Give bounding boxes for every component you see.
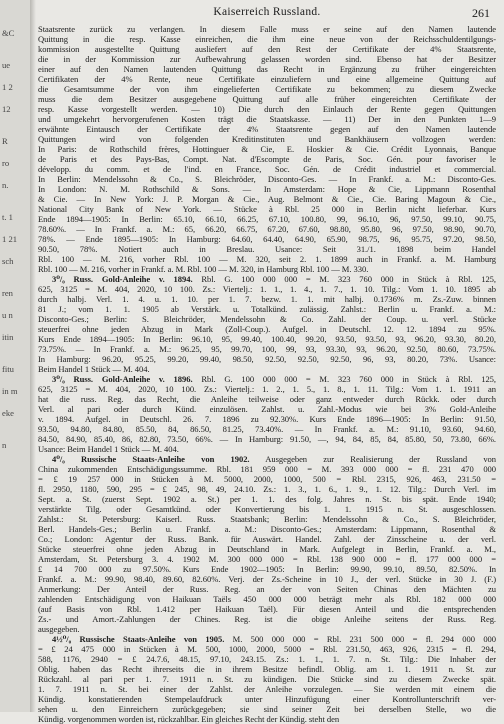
text-line: Disconto-Ges.; Berlin: S. Bleichröder, Mendelssohn & Co. Zahl. der Coup. u. verl. Stücke [38, 314, 496, 324]
text-line: & Cie. — In New York: J. P. Morgan & Cie., Aug. Belmont & Cie., Cie. Baring Magoun & Cie., [38, 194, 496, 204]
section-heading-line: 3⁰/₀ Russ. Gold-Anleihe v. 1894. Rbl. G. 100 000 000 = M. 323 760 000 in Stück à Rbl. 125, [52, 274, 496, 284]
text-line: steuerfrei ohne jeden Abzug in Mark (Zoll-Coup.). Aufgel. in Deutschl. 12. 12. 1894 zu 95%. [38, 324, 496, 334]
text-line: In Berlin: Mendelssohn & Co., S. Bleichröder, Disconto-Ges. — In Frankf. a. M.: Disconto-Ges. [38, 174, 496, 184]
text-line: Quittung in die resp. Kasse einreichen, die ihm eine neue von der Reichsschuldentilgungs- [38, 34, 496, 44]
text-line: In Hamburg: 96.20, 95.25, 99.20, 99.40, 98.50, 92.50, 92.50, 92.50, 96, 93, 80.20, 73%. Usance: [38, 354, 496, 364]
section-heading: 3⁰/₀ Russ. Gold-Anleihe v. 1894. [52, 274, 193, 284]
text-line: Oblig. haben das Recht ihrerseits die in ihrem Besitze befindl. Oblig. am 1. 1. 1911 n. St. zur [38, 664, 496, 674]
text-line: fl. 2950, 1180, 590, 295 = £ 245, 98, 49, 24.10. Zs.: 1. 3., 1. 6., 1. 9., 1. 12. Tilg.: Durch Verl. im [38, 484, 496, 494]
page-title: Kaiserreich Russland. [213, 6, 321, 18]
text-line: 73.75%. — In Frankf. a. M.: 96.25, 95, 99.70, 100, 99, 93, 93.30, 93, 96.20, 92.50, 80.60, 73.75%. [38, 344, 496, 354]
body-text [38, 24, 496, 724]
text-line: £ 14 700 000 zu 97.50%. Kurs Ende 1902—1905: In Berlin: 99.90, 99.10, 89.50, 82.50%. In [38, 564, 496, 574]
text-line: In London: N. M. Rothschild & Sons. — In Amsterdam: Hope & Cie, Lippmann Rosenthal [38, 184, 496, 194]
text-line: Rückzahl. al pari per 1. 7. 1911 n. St. zu kündigen. Die Stücke sind zu diesem Zwecke spät. [38, 674, 496, 684]
running-header [38, 6, 496, 22]
gutter-fragment: in m [2, 386, 18, 396]
gutter-fragment: 1 2 [2, 82, 13, 92]
text-line: China zukommenden Entschädigungssumme. Rbl. 181 959 000 = M. 393 000 000 = fl. 231 470 000 [38, 464, 496, 474]
text-line: Ende 1894—1905: In Berlin: 65.10, 66.10, 66.25, 67.10, 100.80, 99, 96.10, 96, 97.50, 99.10, 90.75, [38, 214, 496, 224]
text-line: v. 1894. Aufgel. in Deutschl. 26. 7. 1896 zu 92.30%. Kurs Ende 1896—1905: In Berlin: 91.50, [38, 414, 496, 424]
text-line: Usance: Beim Handel 1 Stück — M. 404. [38, 444, 179, 454]
text-line: resp. Kasse vorgestellt werden. — 10) Die durch den Einlauch der Rente gegen Quittungen [38, 104, 496, 114]
text-line: erwähnte Eintausch der Certifikate der 4% Staatsrente gegen auf den Namen lautende [38, 124, 496, 134]
gutter-fragment: u n [2, 310, 13, 320]
gutter-fragment: ue [2, 60, 11, 70]
text-line: Beim Handel 1 Stück — M. 404. [38, 364, 150, 374]
text-line: die in der Kommission zur Aufbewahrung gelassen worden sind. Ebenso hat der Besitzer [38, 54, 496, 64]
text-line: 1. 7. 1911 n. St. bei einer der Zahlst. der Anleihe vorzulegen. — Sie werden mit einem die [38, 684, 496, 694]
text-line: hat die russ. Reg. das Recht, die Anleihe teilweise oder ganz entweder durch Rückk. oder durch [38, 394, 496, 404]
text-line: zahlenden Entschädigung von Haikuan Taëls 450 000 000 beträgt mehr als Rbl. 182 000 000 [38, 594, 496, 604]
section-heading: 4½⁰/₀ Russische Staats-Anleihe von 1905. [52, 634, 225, 644]
text-line: Kündig. konstatierenden Stempelaufdruck unter Hinzufügung einer Kontrollunterschrift ver- [38, 694, 496, 704]
text-line: 625, 3125 = M. 404, 2020, 10 100. Zs.: Viertelj.: 1. 1., 1. 4., 1. 7., 1. 10. Tilg.: Vom 1. 10. 1895 ab [38, 284, 496, 294]
section-heading-line: 4⁰/₀ Russische Staats-Anleihe von 1902. Ausgegeben zur Realisierung der Russland von [52, 454, 496, 464]
text-line: 625, 3125 = M. 404, 2020, 10 100. Zs.: Viertelj.: 1. 2., 1. 5., 1. 8., 1. 11. Tilg.: Vom 1. 1. 1911 an [38, 384, 496, 394]
text-line: 90.50, 78%. Notiert auch in Breslau. Usance: Seit 31./1. 1898 beim Handel [38, 244, 496, 254]
text-line: Stücke steuerfrei ohne jeden Abzug in Deutschland in Mark. Aufgelegt in Berlin, Frankf. a. M., [38, 544, 496, 554]
text-line: die Gesamtsumme der von ihm eingelieferten Certifikate zu bekommen; zu diesem Zwecke [38, 84, 496, 94]
adjacent-page-gutter [0, 0, 32, 712]
text-line: Zahlst.: St. Petersburg: Kaiserl. Russ. Staatsbank; Berlin: Mendelssohn & Co., S. Bleichröder, [38, 514, 496, 524]
text-line: 84.50, 84.90, 85.40, 86, 82.80, 73.50, 66%. — In Hamburg: 91.50, —, 94, 84, 85, 84, 85.80, 50, 73.80, 66%. [38, 434, 496, 444]
text-line: de Paris et des Pays-Bas, Compt. Nat. d'Escompte de Paris, Soc. Gén. pour favoriser le [38, 154, 496, 164]
gutter-fragment: itin [2, 332, 14, 342]
text-line: 78%. — Ende 1895—1905: In Hamburg: 64.60, 64.40, 64.90, 65.90, 98.75, 96, 95.75, 97.20, 98.50, [38, 234, 496, 244]
text-line: einer auf den Namen lautenden Quittung das Recht in Ergänzung zu früher eingereichten [38, 64, 496, 74]
text-line: durch halbj. Verl. 1. 4. u. 1. 10. per 1. 7. bezw. 1. 1. mit halbj. 0.1736% m. Zs.-Zuw. binnen [38, 294, 496, 304]
gutter-fragment: &C [2, 28, 15, 38]
document-page [38, 0, 496, 724]
section-heading: 4⁰/₀ Russische Staats-Anleihe von 1902. [52, 454, 250, 464]
text-line: Kurs Ende 1894—1905: In Berlin: 96.10, 95, 99.40, 100.40, 99.20, 93.50, 93.50, 93, 96.20, 93.30, 80.20, [38, 334, 496, 344]
gutter-text-fragments [2, 28, 30, 462]
text-line: und umgekehrt hervorgerufenen Kosten trägt die Staatskasse. — 11) Der in den Punkten 1—9 [38, 114, 496, 124]
section-heading-line: 4½⁰/₀ Russische Staats-Anleihe von 1905. M. 500 000 000 = Rbl. 231 500 000 = fl. 294 000 000 [52, 634, 496, 644]
text-line: Staatsrente zurück zu verlangen. In diesem Falle muss er seine auf den Namen lautende [38, 24, 496, 34]
text-line: 93.50, 94.80, 84.80, 85.50, 84, 86.50, 81.25, 73.40%. — In Frankf. a. M.: 91.10, 93.60, 94.60, [38, 424, 496, 434]
text-line: Sept. a. St. (zuerst Sept. 1902 a. St.) per 1. 1. des folg. Jahres n. St. bis spät. Ende 1940; [38, 494, 496, 504]
gutter-fragment: R [2, 136, 8, 146]
text-line: verstärkte Tilg. oder Gesamtkünd. oder Konvertierung bis 1. 1. 1915 n. St. ausgeschlossen. [38, 504, 496, 514]
text-line: In Paris: de Rothschild frères, Hottinguer & Cie, E. Hoskier & Cie. Crédit Lyonnais, Banque [38, 144, 496, 154]
text-line: Kündig. vorgenommen worden ist, rückzahlbar. Ein gleiches Recht der Kündig. steht den [38, 714, 340, 724]
text-line: = £ 19 257 000 in Stücken à M. 5000, 2000, 1000, 500 = Rbl. 2315, 926, 463, 231.50 = [38, 474, 496, 484]
text-line: Co.; London: Agentur der Russ. Bank. für Auswärt. Handel. Zahl. der Zinsscheine u. der verl. [38, 534, 496, 544]
gutter-fragment: n. [2, 180, 9, 190]
text-line: Rbl. 100 — M. 216, vorher Rbl. 100 — M. 320, seit 2. 1. 1899 auch in Frankf. a. M. Hamburg [38, 254, 496, 264]
text-line: Zs.- und Amort.-Zahlungen der Chines. Reg. ist die obige Anleihe seitens der Russ. Reg. [38, 614, 496, 624]
text-line: = £ 24 475 000 in Stücken à M. 500, 1000, 2000, 5000 = Rbl. 231.50, 463, 926, 2315 = fl. 294, [38, 644, 496, 654]
gutter-fragment: eke [2, 408, 14, 418]
text-line: 588, 1176, 2940 = £ 24.7.6, 48.15, 97.10, 243.15. Zs.: 1. 1., 1. 7. n. St. Tilg.: Die Inhaber der [38, 654, 496, 664]
gutter-fragment: sch [2, 256, 14, 266]
text-line: (auf Basis von Rbl. 1.412 per Haikuan Taël). Für diesen Anteil und die entsprechenden [38, 604, 496, 614]
gutter-fragment: ro [2, 158, 10, 168]
gutter-fragment: fitu [2, 364, 14, 374]
text-line: développ. du comm. et de l'ind. en France, Soc. Gén. de Crédit industriel et commercial. [38, 164, 496, 174]
text-line: ausgegeben. [38, 624, 80, 634]
gutter-fragment: n [2, 440, 7, 450]
text-line: 78.60%. — In Frankf. a. M.: 65, 66.20, 66.75, 67.20, 67.60, 98.80, 95.80, 96, 97.50, 98.90, 90.70, [38, 224, 496, 234]
text-line: Frankf. a. M.: 99.90, 98.40, 89.60, 82.60%. Verj. der Zs.-Scheine in 10 J., der verl. Stücke in 30 J. (F.) [38, 574, 496, 584]
text-line: Certifikaten der 4% Rente, neue Certifikate einzuliefern und eine allgemeine Quittung auf [38, 74, 496, 84]
text-line: Berl. Handels-Ges.; Berlin u. Frankf. a. M.: Disconto-Ges.; Amsterdam: Lippmann, Rosenthal & [38, 524, 496, 534]
text-line: muss die dem Besitzer ausgegebene Quittung auf alle früher eingereichten Certifikate der [38, 94, 496, 104]
text-line: Verl. al pari oder durch Künd. einzulösen. Zahlst. u. Zahl.-Modus wie bei 3% Gold-Anleihe [38, 404, 496, 414]
gutter-fragment: 1 21 [2, 234, 18, 244]
gutter-fragment: 12 [2, 104, 11, 114]
text-line: Amsterdam, St. Petersburg 3. 4. 1902 M. 300 000 000 = Rbl. 138 900 000 = fl. 177 000 000 = [38, 554, 496, 564]
gutter-fragment: ren [2, 288, 13, 298]
text-line: Anmerkung: Der Anteil der Russ. Reg. an der von Seiten Chinas den Mächten zu [38, 584, 496, 594]
section-heading: 3⁰/₀ Russ. Gold-Anleihe v. 1896. [52, 374, 193, 384]
gutter-fragment: t. 1 [2, 212, 13, 222]
page-number: 261 [472, 6, 490, 20]
text-line: kommission ausgestellte Quittung ausliefert auf den Rest der Certifikate der 4% Staatsrente, [38, 44, 496, 54]
section-heading-line: 3⁰/₀ Russ. Gold-Anleihe v. 1896. Rbl. G. 100 000 000 = M. 323 760 000 in Stück à Rbl. 125, [52, 374, 496, 384]
text-line: 81 J.; vom 1. 1. 1905 ab Verstärk. u. Totalkünd. zulässig. Zahlst.: Berlin u. Frankf. a. M.: [38, 304, 496, 314]
text-line: National City Bank of New York. — Stücke à Rbl. 25 000 in Berlin nicht lieferbar. Kurs [38, 204, 496, 214]
text-line: Rbl. 100 — M. 216, vorher in Frankf. a. M. Rbl. 100 — M. 320, in Hamburg Rbl. 100 — M. 330. [38, 264, 369, 274]
text-line: Quittungen wird von folgenden Kreditinstituten und Bankhäusern vollzogen werden: [38, 134, 496, 144]
text-line: sehen u. den Einreichern zurückgegeben; sie sind seiner Zeit bei derselben Stelle, wo die [38, 704, 496, 714]
binding-shadow [30, 0, 36, 712]
